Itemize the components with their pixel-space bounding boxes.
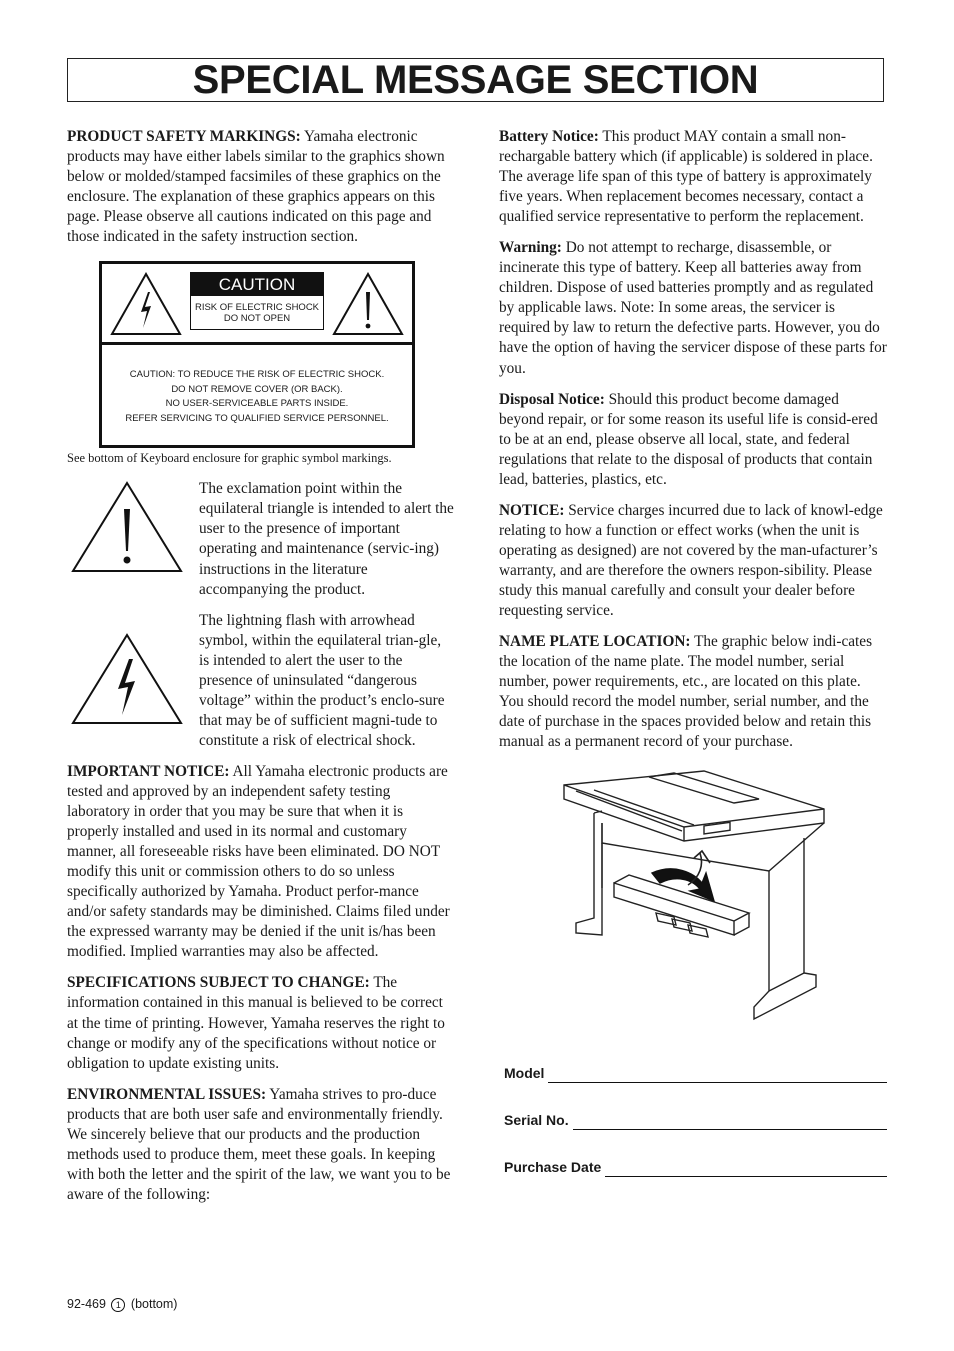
title-box — [67, 58, 884, 102]
piano-illustration — [554, 763, 844, 1033]
purchase-date-field — [499, 1155, 887, 1177]
important-notice-paragraph — [67, 762, 455, 962]
circled-number-text: 1 — [115, 1299, 121, 1310]
battery-paragraph — [499, 127, 887, 227]
purchase-date-blank-line — [605, 1160, 887, 1177]
caution-label-graphic — [99, 261, 415, 448]
caution-instructions — [102, 368, 412, 426]
battery-heading: Battery Notice: — [499, 128, 599, 145]
environmental-heading: ENVIRONMENTAL ISSUES: — [67, 1085, 267, 1103]
page-title: SPECIAL MESSAGE SECTION — [192, 58, 759, 102]
right-column — [499, 127, 887, 1202]
footer-note: (bottom) — [130, 1297, 178, 1311]
footer — [67, 1297, 177, 1312]
notice-body: Service charges incurred due to lack of knowl-edge relating to how a function or effect works (when the unit is operating as designed) are not covered by the man-ufacturer’s warranty, and are therefore the owners respon-sibility. Please study this manual carefully and consult your dealer before requesting service. — [499, 501, 883, 620]
exclamation-text: The exclamation point within the equilateral triangle is intended to alert the user to the presence of important operating and maintenance (servic-ing) instructions in the literature accompanying the product. — [199, 480, 454, 598]
battery-body: This product MAY contain a small non-rechargable battery which (if applicable) is soldered in place. The average life span of this type of battery is approximately five years. When replacement becomes necessary, contact a qualified service representative to perform the replacement. — [499, 128, 873, 226]
warning-heading: Warning: — [499, 239, 562, 257]
disposal-paragraph — [499, 390, 887, 490]
model-label: Model — [504, 1065, 545, 1082]
lightning-triangle-icon — [110, 272, 182, 336]
caution-top-panel — [102, 264, 412, 345]
lightning-explanation — [67, 611, 455, 751]
disposal-heading: Disposal Notice: — [499, 390, 605, 408]
caution-line: DO NOT REMOVE COVER (OR BACK). — [171, 383, 343, 395]
environmental-paragraph — [67, 1085, 455, 1205]
caution-sub-line: RISK OF ELECTRIC SHOCK — [194, 302, 320, 314]
model-blank-line — [548, 1066, 887, 1083]
safety-paragraph — [67, 127, 455, 247]
notice-paragraph — [499, 501, 887, 621]
caution-subtext — [191, 296, 323, 324]
footer-code: 92-469 — [67, 1297, 106, 1311]
exclamation-triangle-icon — [67, 479, 187, 579]
warning-body: Do not attempt to recharge, disassemble, or incinerate this type of battery. Keep all batteries away from children. Dispose of used batteries promptly and as regulated by applicable laws. Note: In some areas, the servicer is required by law to return the defective parts. However, you do have the option of having the servicer dispose of these parts for you. — [499, 239, 887, 377]
serial-blank-line — [573, 1113, 887, 1130]
notice-heading: NOTICE: — [499, 501, 565, 519]
exclamation-explanation — [67, 479, 455, 599]
serial-label: Serial No. — [504, 1112, 569, 1129]
circled-number — [111, 1298, 125, 1312]
environmental-body: Yamaha strives to pro-duce products that are both user safe and environmentally friendly. We sincerely believe that our products and the production methods used to produce them, meet these goals. In keeping with both the letter and the spirit of the law, we want you to be aware of the following: — [67, 1085, 451, 1203]
caution-sub-line: DO NOT OPEN — [223, 313, 291, 325]
specifications-paragraph — [67, 973, 455, 1073]
symbol-markings-note: See bottom of Keyboard enclosure for graphic symbol markings. — [67, 451, 392, 466]
safety-body: Yamaha electronic products may have either labels similar to the graphics shown below or molded/stamped facsimiles of these graphics on the enclosure. The explanation of these graphics appears on this page. Please observe all cautions indicated on this page and those indicated in the safety instruction section. — [67, 128, 445, 246]
caution-line: CAUTION: TO REDUCE THE RISK OF ELECTRIC SHOCK. — [129, 369, 385, 381]
registration-fields — [499, 1061, 887, 1177]
caution-line: NO USER-SERVICEABLE PARTS INSIDE. — [165, 398, 349, 410]
warning-paragraph — [499, 238, 887, 378]
left-column — [67, 127, 455, 1216]
specifications-heading: SPECIFICATIONS SUBJECT TO CHANGE: — [67, 974, 370, 992]
disposal-body: Should this product become damaged beyond repair, or for some reason its useful life is consid-ered to be at an end, please observe all local, state, and federal regulations that relate to the disposal of products that contain lead, batteries, plastics, etc. — [499, 390, 878, 488]
important-notice-heading: IMPORTANT NOTICE: — [67, 762, 230, 780]
specifications-body: The information contained in this manual is believed to be correct at the time of printing. However, Yamaha reserves the right to change or modify any of the specifications without notice or obligation to update existing units. — [67, 974, 445, 1072]
serial-field — [499, 1108, 887, 1130]
nameplate-paragraph — [499, 632, 887, 752]
model-field — [499, 1061, 887, 1083]
caution-heading: CAUTION — [191, 273, 323, 296]
nameplate-body: The graphic below indi-cates the location of the name plate. The model number, serial number, power requirements, etc., are located on this plate. You should record the model number, serial number, and the date of purchase in the spaces provided below and retain this manual as a permanent record of your purchase. — [499, 633, 873, 751]
exclamation-triangle-icon — [332, 272, 404, 336]
lightning-text: The lightning flash with arrowhead symbol, within the equilateral trian-gle, is intended to alert the user to the presence of uninsulated “dangerous voltage” within the product’s enclo-sure that may be of sufficient magni-tude to constitute a risk of electrical shock. — [199, 611, 445, 749]
safety-heading: PRODUCT SAFETY MARKINGS: — [67, 128, 301, 145]
caution-line: REFER SERVICING TO QUALIFIED SERVICE PERSONNEL. — [125, 412, 389, 424]
important-notice-body: All Yamaha electronic products are tested and approved by an independent safety testing laboratory in order that you may be sure that when it is properly installed and used in its normal and customary manner, all foreseeable risks have been eliminated. DO NOT modify this unit or commission others to do so unless specifically authorized by Yamaha. Product perfor-mance and/or safety standards may be diminished. Claims filed under the expressed warranty may be denied if the unit is/has been modified. Implied warranties may also be affected. — [67, 762, 450, 961]
nameplate-heading: NAME PLATE LOCATION: — [499, 633, 691, 651]
purchase-date-label: Purchase Date — [504, 1159, 602, 1176]
lightning-triangle-icon — [67, 631, 187, 731]
caution-label — [190, 272, 324, 330]
